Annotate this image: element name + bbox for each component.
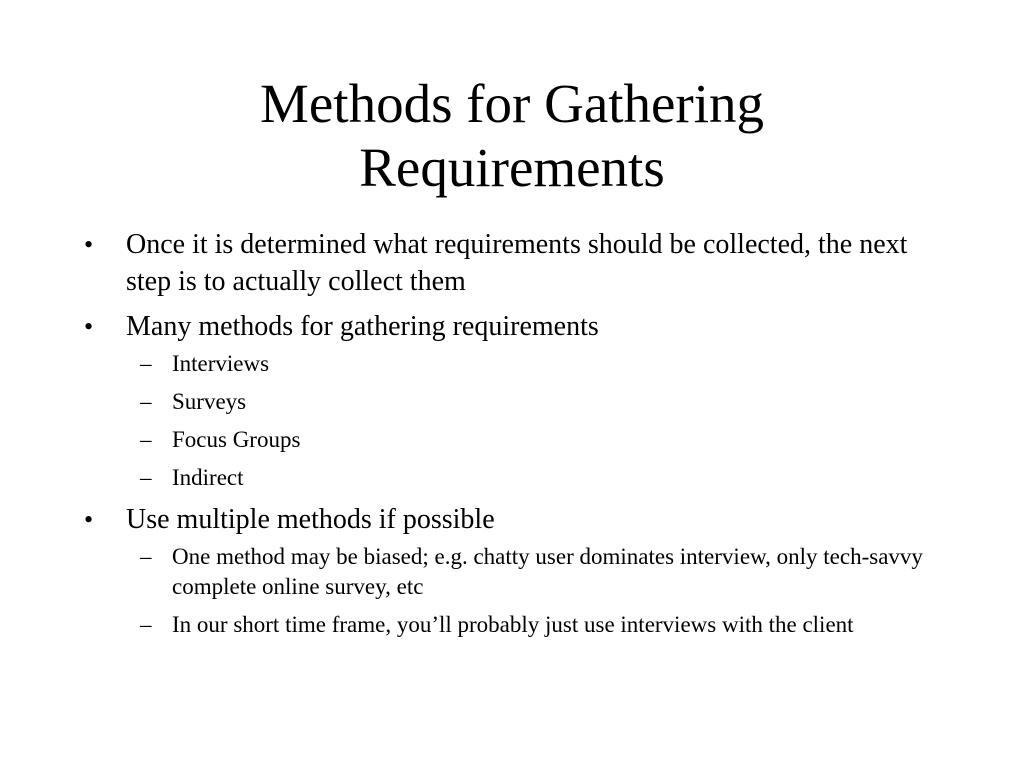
dash-marker-icon: – [140,389,152,414]
dash-marker-icon: – [140,351,152,376]
dash-marker-icon: – [140,612,152,637]
bullet-marker-icon: • [84,312,94,341]
dash-marker-icon: – [140,465,152,490]
bullet-text: Once it is determined what requirements should be collected, the next step is to actually collect them [126,229,908,297]
dash-marker-icon: – [140,427,152,452]
sub-bullet-list [126,542,944,640]
sub-bullet-text: Indirect [172,465,244,490]
sub-bullet-text: Surveys [172,389,247,414]
bullet-item [84,226,944,300]
bullet-text: Use multiple methods if possible [126,504,495,535]
bullet-marker-icon: • [84,505,94,534]
bullet-item [84,501,944,640]
bullet-item [84,308,944,493]
sub-bullet-text: Interviews [172,351,270,376]
bullet-marker-icon: • [84,230,94,259]
bullet-text: Many methods for gathering requirements [126,311,599,342]
sub-bullet-text: One method may be biased; e.g. chatty user dominates interview, only tech-savvy complete online survey, etc [172,544,923,599]
dash-marker-icon: – [140,544,152,569]
sub-bullet-item [126,425,944,455]
sub-bullet-item [126,349,944,379]
sub-bullet-item [126,542,944,602]
slide-title-line: Methods for Gathering [259,73,765,134]
sub-bullet-item [126,463,944,493]
slide-title-line: Requirements [359,137,665,198]
sub-bullet-text: In our short time frame, you’ll probably just use interviews with the client [172,612,854,637]
slide-title [0,72,1024,200]
bullet-list [84,226,944,648]
sub-bullet-text: Focus Groups [172,427,301,452]
sub-bullet-item [126,387,944,417]
sub-bullet-item [126,610,944,640]
sub-bullet-list [126,349,944,493]
